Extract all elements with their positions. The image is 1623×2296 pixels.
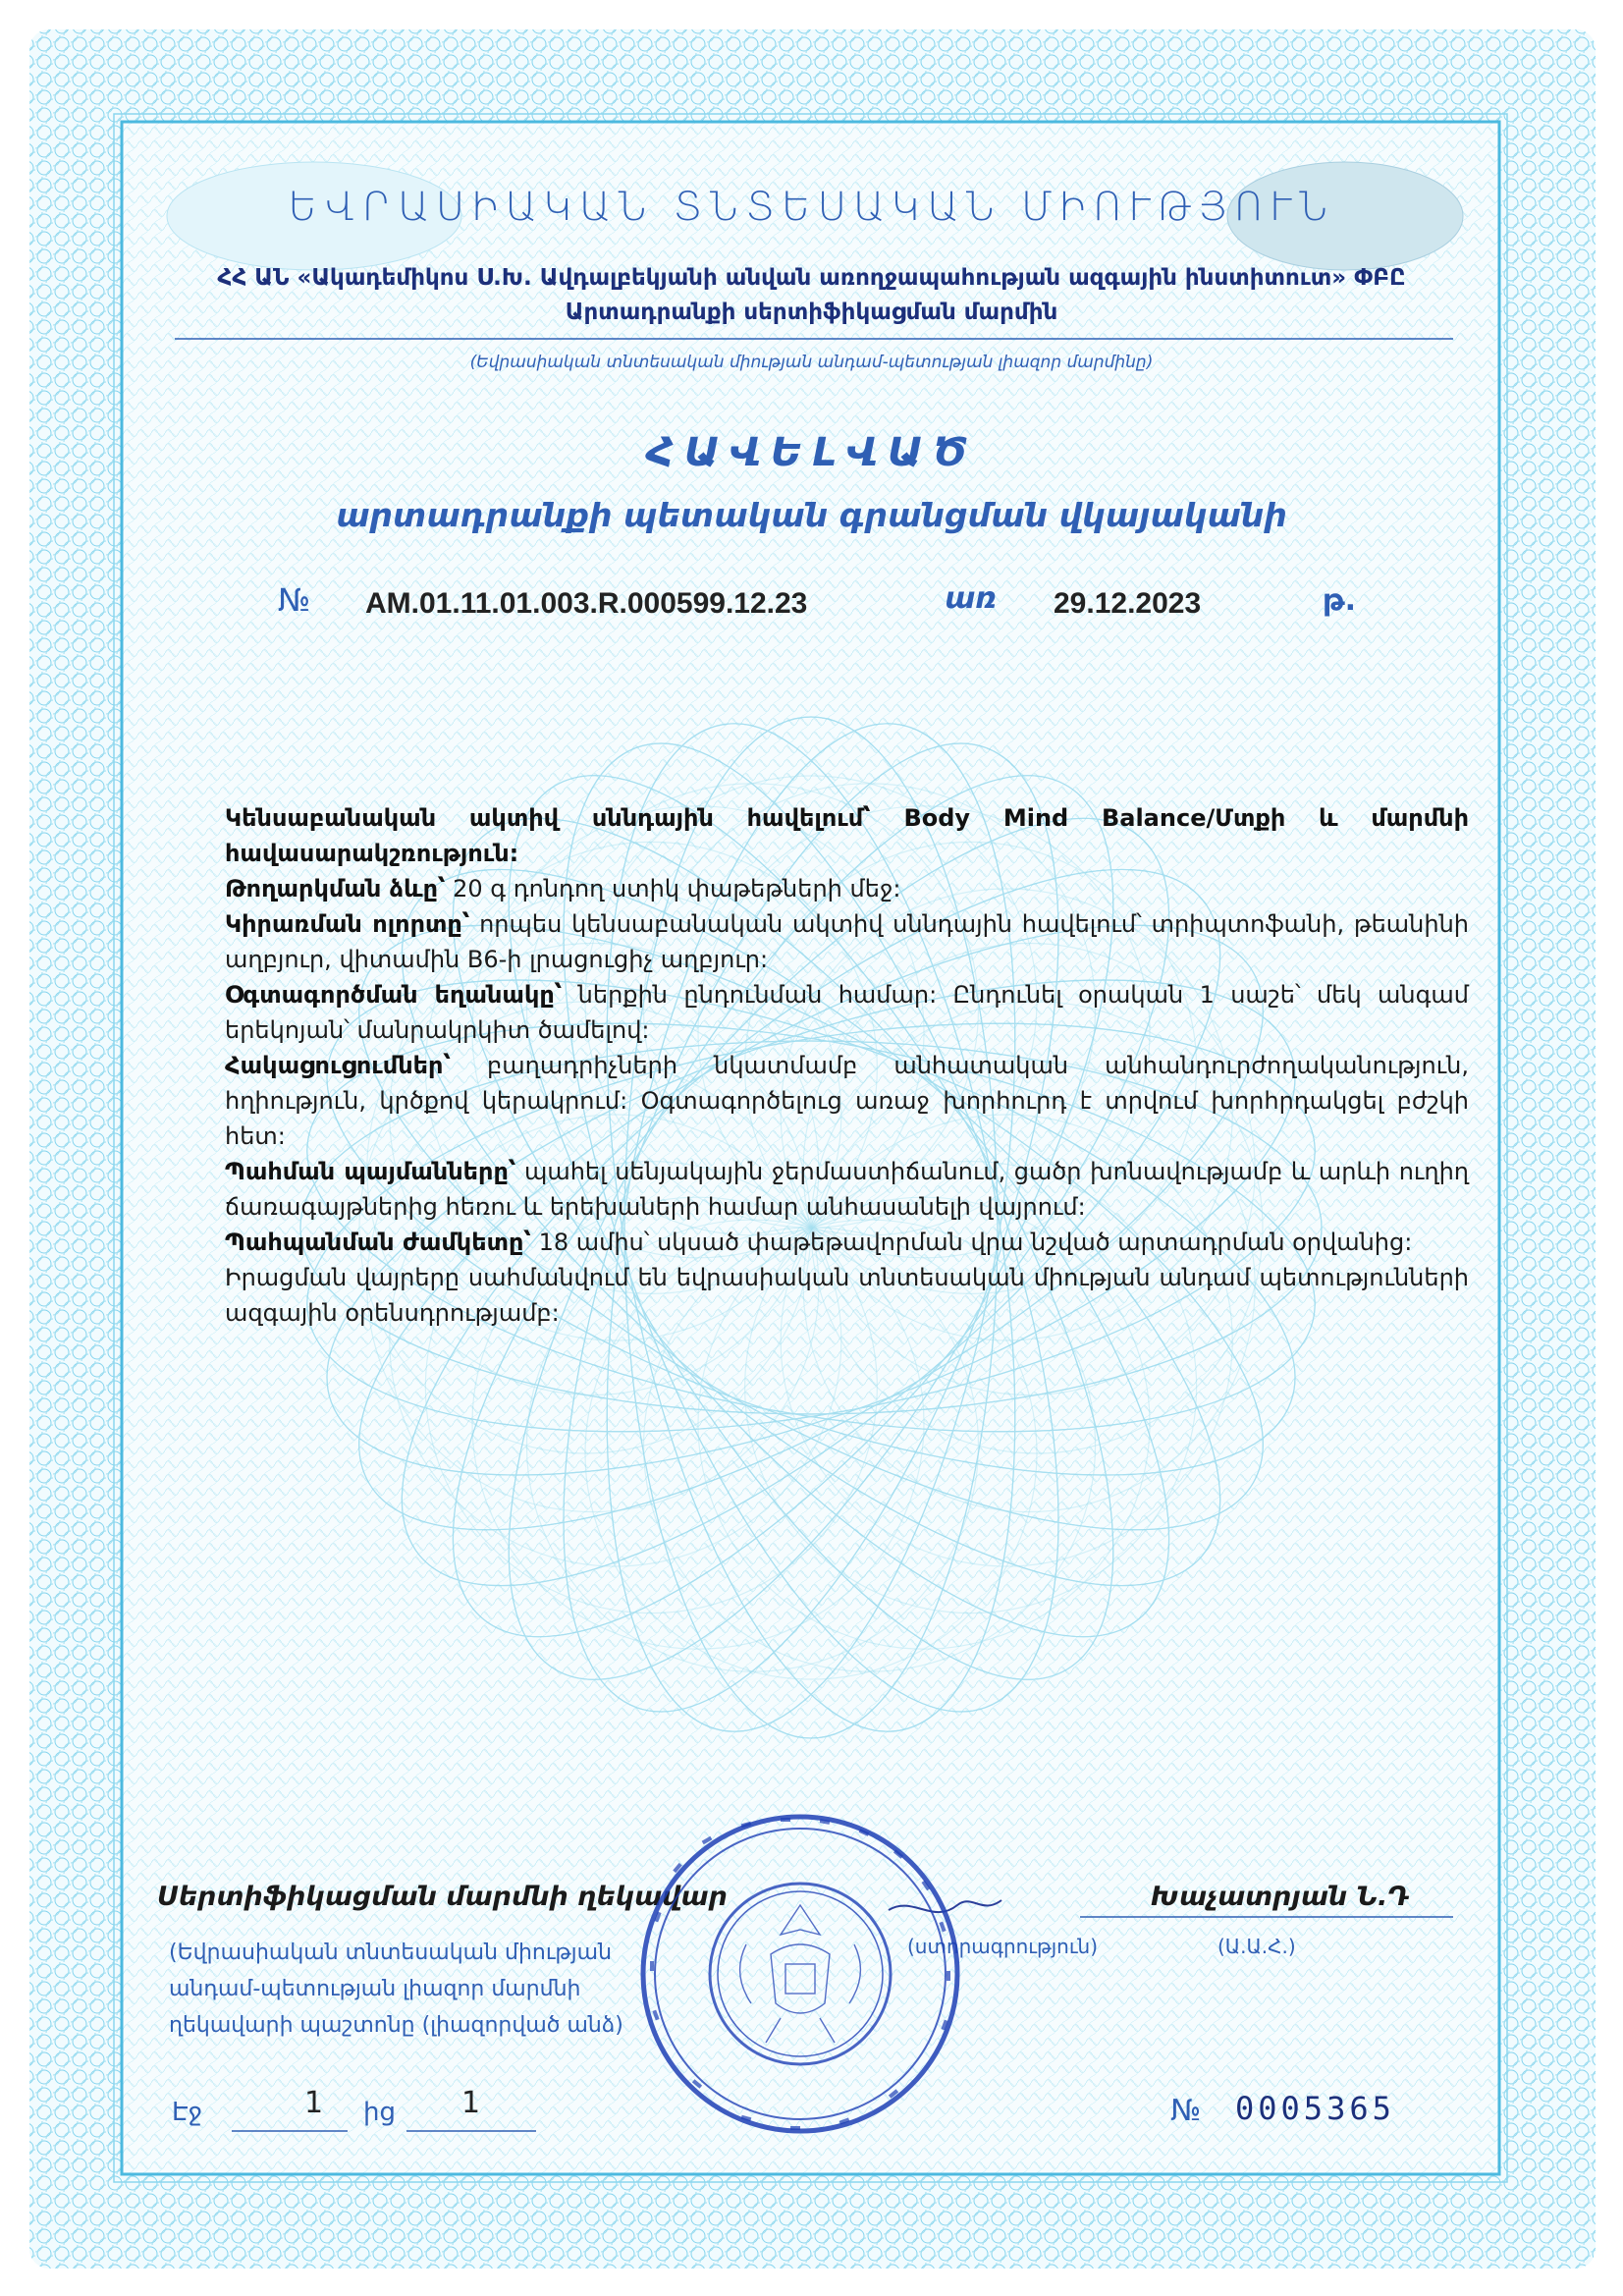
header-note: (Եվրասիական տնտեսական միության անդամ-պետության լիազոր մարմինը)	[469, 353, 1154, 372]
shelf-life: Պահպանման ժամկետը՝ 18 ամիս՝ սկսած փաթեթավորման վրա նշված արտադրման օրվանից:	[225, 1229, 1413, 1256]
release-form: Թողարկման ձևը՝ 20 գ դոնդող ստիկ փաթեթների մեջ:	[225, 875, 901, 902]
serial-label: №	[1170, 2094, 1202, 2128]
serial-number: 0005365	[1235, 2090, 1395, 2127]
contraindications: Հակացուցումներ՝ բաղադրիչների նկատմամբ անհատական անհանդուրժողականություն, հղիություն, կրծքով կերակրում: Օգտագործելուց առաջ խորհուրդ է տրվում խորհրդակցել բժշկի հետ:	[225, 1052, 1469, 1150]
certificate-number: AM.01.11.01.003.R.000599.12.23	[365, 587, 808, 620]
product-name: Կենսաբանական ակտիվ սննդային հավելում՝ Body Mind Balance/Մտքի և մարմնի հավասարակշռություն:	[225, 804, 1469, 867]
storage-conditions: Պահման պայմանները՝ պահել սենյակային ջերմաստիճանում, ցածր խոնավությամբ և արևի ուղիղ ճառագայթներից հեռու և երեխաների համար անհասանելի վայրում:	[225, 1158, 1469, 1221]
signature-note: (Եվրասիական տնտեսական միության անդամ-պետության լիազոր մարմնի ղեկավարի պաշտոնը (լիազորված անձ)	[169, 1941, 623, 2038]
document-title: ՀԱՎԵԼՎԱԾ	[646, 430, 977, 475]
application-scope: Կիրառման ոլորտը՝ որպես կենսաբանական ակտիվ սննդային հավելում՝ տրիպտոֆանի, թեանինի աղբյուր, վիտամին B6-ի լրացուցիչ աղբյուր:	[225, 910, 1469, 973]
number-sign: №	[278, 581, 311, 619]
signature-field-note: (ստորագրություն)	[907, 1935, 1099, 1958]
page-label: Էջ	[172, 2098, 203, 2127]
document-subtitle: արտադրանքի պետական գրանցման վկայականի	[336, 496, 1287, 534]
year-suffix: թ.	[1323, 583, 1357, 618]
signatory-name: Խաչատրյան Ն.Դ	[1151, 1882, 1410, 1912]
from-word: առ	[945, 581, 998, 616]
signature-label: Սերտիֆիկացման մարմնի ղեկավար	[157, 1882, 728, 1912]
page-total: 1	[461, 2086, 481, 2120]
sale-places: Իրացման վայրերը սահմանվում են եվրասիական տնտեսական միության անդամ պետությունների ազգային օրենսդրությամբ:	[225, 1264, 1469, 1327]
issuer-body: Արտադրանքի սերտիֆիկացման մարմին	[565, 300, 1058, 325]
header-title: ԵՎՐԱՍԻԱԿԱՆ ՏՆՏԵՍԱԿԱՆ ՄԻՈՒԹՅՈՒՆ	[288, 185, 1335, 230]
issuer-organization: ՀՀ ԱՆ «Ակադեմիկոս Ս.Խ. Ավդալբեկյանի անվան առողջապահության ազգային ինստիտուտ» ՓԲԸ	[217, 265, 1406, 291]
initials-note: (Ա.Ա.Հ.)	[1217, 1935, 1296, 1958]
official-stamp	[633, 1807, 967, 2141]
usage-method: Օգտագործման եղանակը՝ ներքին ընդունման համար: Ընդունել օրական 1 սաշե՝ մեկ անգամ երեկոյան՝ մանրակրկիտ ծամելով:	[225, 981, 1470, 1044]
of-label: ից	[363, 2098, 396, 2127]
page-number: 1	[304, 2086, 324, 2120]
certificate-date: 29.12.2023	[1054, 587, 1202, 620]
